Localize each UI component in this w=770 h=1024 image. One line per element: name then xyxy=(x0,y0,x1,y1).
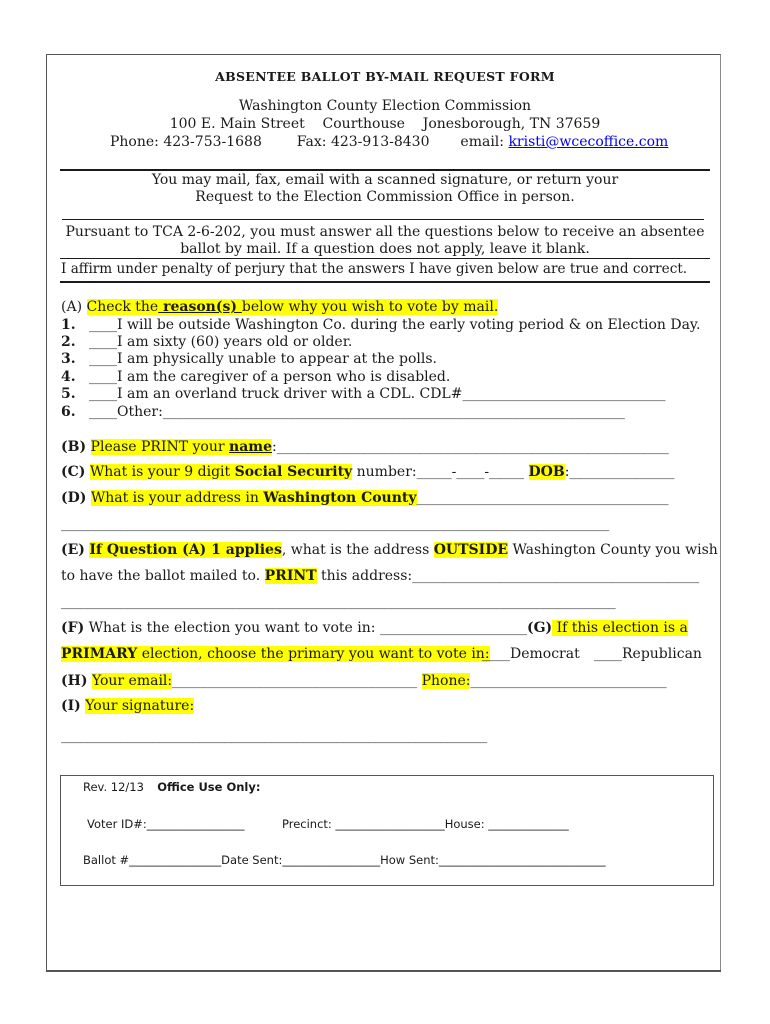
form-title: ABSENTEE BALLOT BY-MAIL REQUEST FORM xyxy=(215,69,555,84)
republican-option[interactable]: ____Republican xyxy=(594,646,702,662)
reason-item-3[interactable]: 3. ____I am physically unable to appear at the polls. xyxy=(61,351,437,367)
section-g-primary-choice: PRIMARY election, choose the primary you want to vote in: xyxy=(61,646,490,662)
section-e-heading: (E) If Question (A) 1 applies, what is the address OUTSIDE Washington County you wish xyxy=(61,542,718,558)
reason-item-2[interactable]: 2. ____I am sixty (60) years old or older. xyxy=(61,334,353,350)
section-c-ssn-field[interactable]: (C) What is your 9 digit Social Security number:_____-____-_____ DOB:_______________ xyxy=(61,464,675,480)
divider-affirm-top xyxy=(60,258,710,259)
section-d-address-line-2[interactable]: ___________________________________________________________________________________ xyxy=(61,516,609,532)
intro-line-2: Request to the Election Commission Office in person. xyxy=(195,189,575,205)
affirmation-statement: I affirm under penalty of perjury that the answers I have given below are true and correct. xyxy=(61,261,688,277)
section-a-letter: (A) xyxy=(61,299,83,315)
office-use-title: Office Use Only: xyxy=(157,780,261,794)
section-i-signature-label: (I) Your signature: xyxy=(61,698,195,714)
revision-label: Rev. 12/13 xyxy=(83,780,144,794)
section-a-text-post: below why you wish to vote by mail. xyxy=(241,299,499,315)
section-a-heading xyxy=(61,299,498,315)
contact-line xyxy=(110,134,668,150)
reason-item-4[interactable]: 4. ____I am the caregiver of a person who is disabled. xyxy=(61,369,451,385)
reason-item-5[interactable]: 5. ____I am an overland truck driver with a CDL. CDL#_____________________________ xyxy=(61,386,666,402)
email-link[interactable]: kristi@wcecoffice.com xyxy=(508,134,669,150)
phone-field-label: Phone: xyxy=(421,673,471,689)
organization-address: 100 E. Main Street Courthouse Jonesborough, TN 37659 xyxy=(169,116,601,132)
signature-line[interactable]: _________________________________________________________________ xyxy=(61,728,487,744)
divider-intro xyxy=(62,219,704,220)
email-field-label: Your email: xyxy=(91,673,173,689)
reason-item-6[interactable]: 6. ____Other:__________________________________________________________________ xyxy=(61,404,625,420)
section-g-text: If this election is a xyxy=(552,620,688,636)
section-e-address-line-2[interactable]: ____________________________________________________________________________________ xyxy=(61,594,616,610)
intro-line-4: ballot by mail. If a question does not apply, leave it blank. xyxy=(180,241,590,257)
reason-item-1[interactable]: 1. ____I will be outside Washington Co. during the early voting period & on Election Day. xyxy=(61,317,701,333)
ballot-sent-field[interactable]: Ballot #________________Date Sent:_________________How Sent:_____________________________ xyxy=(83,853,606,867)
democrat-option[interactable]: ____Democrat xyxy=(482,646,580,662)
organization-name: Washington County Election Commission xyxy=(238,98,532,114)
divider-affirm-bottom xyxy=(60,281,710,283)
intro-line-1: You may mail, fax, email with a scanned signature, or return your xyxy=(151,172,619,188)
email-label: email: xyxy=(460,134,509,150)
voter-id-field[interactable]: Voter ID#:_________________ xyxy=(87,817,245,831)
section-d-address-field[interactable]: (D) What is your address in Washington County____________________________________ xyxy=(61,490,669,506)
section-a-text-pre: Check the xyxy=(86,299,159,315)
page-bottom-border xyxy=(46,970,721,972)
intro-line-3: Pursuant to TCA 2-6-202, you must answer all the questions below to receive an absentee xyxy=(65,224,705,240)
precinct-house-field[interactable]: Precinct: ___________________House: ______________ xyxy=(282,817,569,831)
section-h-contact-field[interactable]: (H) Your email:___________________________________ Phone:____________________________ xyxy=(61,673,667,689)
dob-label: DOB xyxy=(528,464,565,480)
section-f-election-field[interactable]: (F) What is the election you want to vote in: _____________________(G) If this election is a xyxy=(61,620,688,636)
fax-number: Fax: 423-913-8430 xyxy=(296,134,430,150)
section-b-name-field[interactable]: (B) Please PRINT your name:________________________________________________________ xyxy=(61,439,669,455)
section-g-letter: (G) xyxy=(526,620,553,636)
section-e-address-field[interactable]: to have the ballot mailed to. PRINT this address:_________________________________________ xyxy=(61,568,700,584)
section-a-bold: reason(s) xyxy=(158,299,242,315)
phone-number: Phone: 423-753-1688 xyxy=(110,134,262,150)
divider-top xyxy=(60,169,710,171)
office-use-header xyxy=(83,780,260,794)
